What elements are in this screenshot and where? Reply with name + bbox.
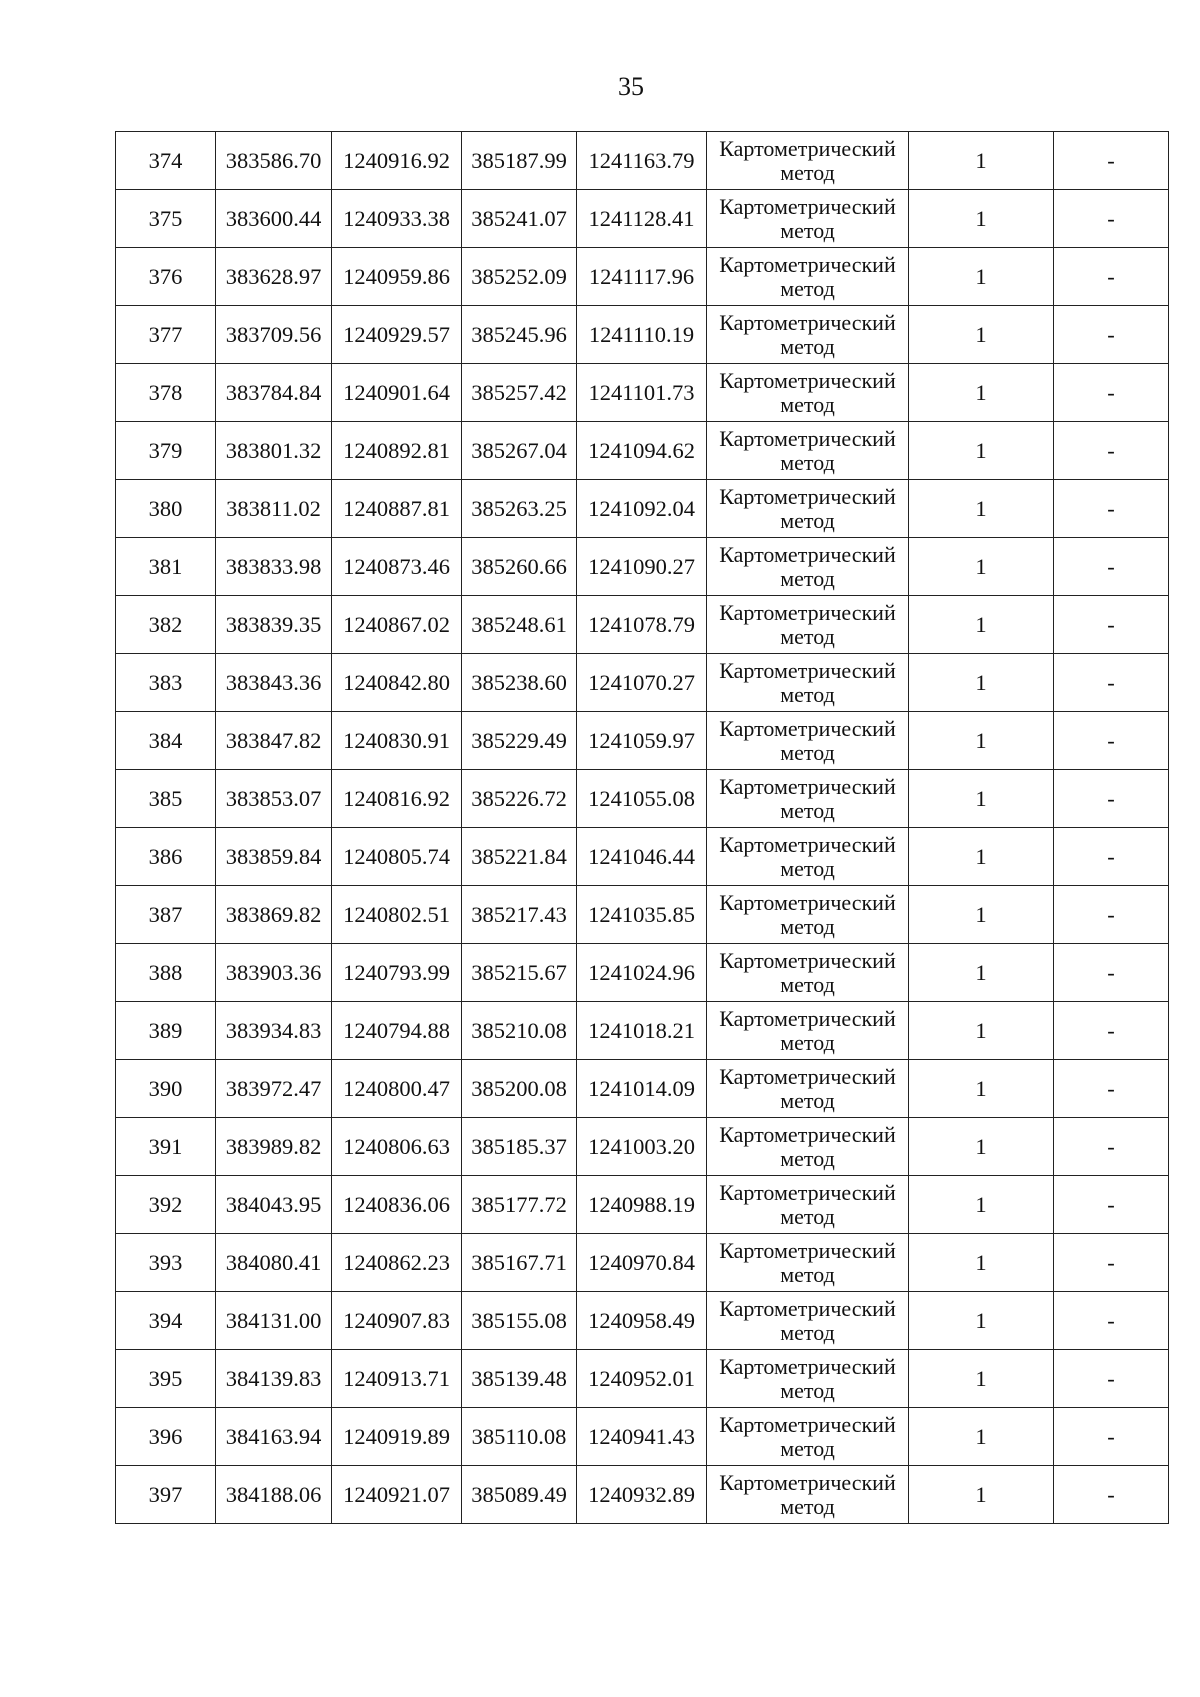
x-old-cell: 383934.83 (216, 1002, 332, 1060)
y-new-cell: 1241128.41 (577, 190, 707, 248)
point-number-cell: 382 (116, 596, 216, 654)
accuracy-cell: 1 (909, 596, 1054, 654)
table-row (116, 1176, 1169, 1234)
note-cell: - (1054, 132, 1169, 190)
y-new-cell: 1240932.89 (577, 1466, 707, 1524)
point-number-cell: 381 (116, 538, 216, 596)
method-cell: Картометрический метод (707, 1350, 909, 1408)
x-old-cell: 383628.97 (216, 248, 332, 306)
method-cell: Картометрический метод (707, 538, 909, 596)
note-cell: - (1054, 422, 1169, 480)
y-new-cell: 1241070.27 (577, 654, 707, 712)
accuracy-cell: 1 (909, 190, 1054, 248)
accuracy-cell: 1 (909, 1292, 1054, 1350)
x-old-cell: 384188.06 (216, 1466, 332, 1524)
x-old-cell: 384043.95 (216, 1176, 332, 1234)
note-cell: - (1054, 654, 1169, 712)
x-new-cell: 385260.66 (462, 538, 577, 596)
x-new-cell: 385167.71 (462, 1234, 577, 1292)
y-old-cell: 1240913.71 (332, 1350, 462, 1408)
x-new-cell: 385238.60 (462, 654, 577, 712)
x-new-cell: 385177.72 (462, 1176, 577, 1234)
point-number-cell: 375 (116, 190, 216, 248)
point-number-cell: 391 (116, 1118, 216, 1176)
table-row (116, 1292, 1169, 1350)
page-number: 35 (618, 72, 644, 101)
x-new-cell: 385155.08 (462, 1292, 577, 1350)
y-new-cell: 1241014.09 (577, 1060, 707, 1118)
y-new-cell: 1240988.19 (577, 1176, 707, 1234)
y-new-cell: 1241024.96 (577, 944, 707, 1002)
table-row (116, 248, 1169, 306)
note-cell: - (1054, 1060, 1169, 1118)
y-new-cell: 1240970.84 (577, 1234, 707, 1292)
accuracy-cell: 1 (909, 306, 1054, 364)
note-cell: - (1054, 1002, 1169, 1060)
table-row (116, 654, 1169, 712)
x-old-cell: 383784.84 (216, 364, 332, 422)
accuracy-cell: 1 (909, 1466, 1054, 1524)
x-old-cell: 383811.02 (216, 480, 332, 538)
x-new-cell: 385185.37 (462, 1118, 577, 1176)
y-old-cell: 1240919.89 (332, 1408, 462, 1466)
x-new-cell: 385217.43 (462, 886, 577, 944)
x-new-cell: 385221.84 (462, 828, 577, 886)
x-old-cell: 383586.70 (216, 132, 332, 190)
y-new-cell: 1241117.96 (577, 248, 707, 306)
method-cell: Картометрический метод (707, 770, 909, 828)
table-body (116, 132, 1169, 1524)
note-cell: - (1054, 1350, 1169, 1408)
y-new-cell: 1241003.20 (577, 1118, 707, 1176)
accuracy-cell: 1 (909, 828, 1054, 886)
note-cell: - (1054, 828, 1169, 886)
coordinates-table (115, 131, 1169, 1524)
method-cell: Картометрический метод (707, 712, 909, 770)
accuracy-cell: 1 (909, 1176, 1054, 1234)
point-number-cell: 388 (116, 944, 216, 1002)
y-old-cell: 1240794.88 (332, 1002, 462, 1060)
x-new-cell: 385215.67 (462, 944, 577, 1002)
method-cell: Картометрический метод (707, 364, 909, 422)
accuracy-cell: 1 (909, 480, 1054, 538)
accuracy-cell: 1 (909, 1118, 1054, 1176)
x-new-cell: 385200.08 (462, 1060, 577, 1118)
x-old-cell: 383989.82 (216, 1118, 332, 1176)
point-number-cell: 376 (116, 248, 216, 306)
y-new-cell: 1240941.43 (577, 1408, 707, 1466)
point-number-cell: 396 (116, 1408, 216, 1466)
method-cell: Картометрический метод (707, 1176, 909, 1234)
table-row (116, 132, 1169, 190)
x-new-cell: 385257.42 (462, 364, 577, 422)
method-cell: Картометрический метод (707, 828, 909, 886)
point-number-cell: 395 (116, 1350, 216, 1408)
table-row (116, 190, 1169, 248)
note-cell: - (1054, 364, 1169, 422)
table-row (116, 1408, 1169, 1466)
point-number-cell: 392 (116, 1176, 216, 1234)
x-new-cell: 385245.96 (462, 306, 577, 364)
y-new-cell: 1241110.19 (577, 306, 707, 364)
method-cell: Картометрический метод (707, 132, 909, 190)
accuracy-cell: 1 (909, 712, 1054, 770)
y-old-cell: 1240907.83 (332, 1292, 462, 1350)
y-new-cell: 1240952.01 (577, 1350, 707, 1408)
x-new-cell: 385210.08 (462, 1002, 577, 1060)
method-cell: Картометрический метод (707, 1060, 909, 1118)
method-cell: Картометрический метод (707, 944, 909, 1002)
table-row (116, 306, 1169, 364)
y-old-cell: 1240842.80 (332, 654, 462, 712)
note-cell: - (1054, 886, 1169, 944)
table-row (116, 364, 1169, 422)
y-old-cell: 1240892.81 (332, 422, 462, 480)
note-cell: - (1054, 770, 1169, 828)
x-new-cell: 385089.49 (462, 1466, 577, 1524)
y-new-cell: 1241163.79 (577, 132, 707, 190)
x-old-cell: 383600.44 (216, 190, 332, 248)
note-cell: - (1054, 190, 1169, 248)
x-old-cell: 383801.32 (216, 422, 332, 480)
method-cell: Картометрический метод (707, 1408, 909, 1466)
accuracy-cell: 1 (909, 1234, 1054, 1292)
y-old-cell: 1240836.06 (332, 1176, 462, 1234)
table-row (116, 770, 1169, 828)
accuracy-cell: 1 (909, 1060, 1054, 1118)
point-number-cell: 379 (116, 422, 216, 480)
note-cell: - (1054, 944, 1169, 1002)
note-cell: - (1054, 480, 1169, 538)
accuracy-cell: 1 (909, 422, 1054, 480)
point-number-cell: 377 (116, 306, 216, 364)
method-cell: Картометрический метод (707, 596, 909, 654)
x-new-cell: 385187.99 (462, 132, 577, 190)
y-new-cell: 1241046.44 (577, 828, 707, 886)
accuracy-cell: 1 (909, 654, 1054, 712)
method-cell: Картометрический метод (707, 1002, 909, 1060)
y-old-cell: 1240921.07 (332, 1466, 462, 1524)
accuracy-cell: 1 (909, 770, 1054, 828)
y-old-cell: 1240933.38 (332, 190, 462, 248)
table-row (116, 1350, 1169, 1408)
method-cell: Картометрический метод (707, 1466, 909, 1524)
y-new-cell: 1241101.73 (577, 364, 707, 422)
y-old-cell: 1240793.99 (332, 944, 462, 1002)
accuracy-cell: 1 (909, 944, 1054, 1002)
note-cell: - (1054, 1466, 1169, 1524)
x-old-cell: 383833.98 (216, 538, 332, 596)
point-number-cell: 394 (116, 1292, 216, 1350)
note-cell: - (1054, 712, 1169, 770)
point-number-cell: 393 (116, 1234, 216, 1292)
y-old-cell: 1240867.02 (332, 596, 462, 654)
x-new-cell: 385252.09 (462, 248, 577, 306)
x-old-cell: 384131.00 (216, 1292, 332, 1350)
x-old-cell: 383847.82 (216, 712, 332, 770)
y-old-cell: 1240873.46 (332, 538, 462, 596)
x-old-cell: 383843.36 (216, 654, 332, 712)
y-new-cell: 1241055.08 (577, 770, 707, 828)
point-number-cell: 387 (116, 886, 216, 944)
accuracy-cell: 1 (909, 1002, 1054, 1060)
note-cell: - (1054, 1176, 1169, 1234)
x-old-cell: 383709.56 (216, 306, 332, 364)
accuracy-cell: 1 (909, 886, 1054, 944)
method-cell: Картометрический метод (707, 654, 909, 712)
table-row (116, 944, 1169, 1002)
x-new-cell: 385241.07 (462, 190, 577, 248)
table-row (116, 1234, 1169, 1292)
x-old-cell: 384163.94 (216, 1408, 332, 1466)
y-new-cell: 1240958.49 (577, 1292, 707, 1350)
y-old-cell: 1240830.91 (332, 712, 462, 770)
accuracy-cell: 1 (909, 538, 1054, 596)
accuracy-cell: 1 (909, 248, 1054, 306)
y-old-cell: 1240800.47 (332, 1060, 462, 1118)
method-cell: Картометрический метод (707, 886, 909, 944)
table-row (116, 1118, 1169, 1176)
method-cell: Картометрический метод (707, 248, 909, 306)
accuracy-cell: 1 (909, 132, 1054, 190)
table-row (116, 596, 1169, 654)
point-number-cell: 378 (116, 364, 216, 422)
x-new-cell: 385229.49 (462, 712, 577, 770)
x-old-cell: 383859.84 (216, 828, 332, 886)
y-new-cell: 1241092.04 (577, 480, 707, 538)
point-number-cell: 380 (116, 480, 216, 538)
point-number-cell: 374 (116, 132, 216, 190)
note-cell: - (1054, 1234, 1169, 1292)
point-number-cell: 386 (116, 828, 216, 886)
y-old-cell: 1240816.92 (332, 770, 462, 828)
y-old-cell: 1240959.86 (332, 248, 462, 306)
x-old-cell: 383972.47 (216, 1060, 332, 1118)
y-new-cell: 1241078.79 (577, 596, 707, 654)
y-old-cell: 1240929.57 (332, 306, 462, 364)
table-row (116, 422, 1169, 480)
y-old-cell: 1240806.63 (332, 1118, 462, 1176)
table-row (116, 538, 1169, 596)
y-old-cell: 1240901.64 (332, 364, 462, 422)
x-old-cell: 384080.41 (216, 1234, 332, 1292)
y-old-cell: 1240862.23 (332, 1234, 462, 1292)
x-old-cell: 383903.36 (216, 944, 332, 1002)
x-new-cell: 385263.25 (462, 480, 577, 538)
table-row (116, 480, 1169, 538)
table-row (116, 1466, 1169, 1524)
note-cell: - (1054, 596, 1169, 654)
point-number-cell: 390 (116, 1060, 216, 1118)
note-cell: - (1054, 1118, 1169, 1176)
x-old-cell: 383853.07 (216, 770, 332, 828)
note-cell: - (1054, 1408, 1169, 1466)
method-cell: Картометрический метод (707, 1118, 909, 1176)
x-new-cell: 385248.61 (462, 596, 577, 654)
method-cell: Картометрический метод (707, 422, 909, 480)
x-old-cell: 383839.35 (216, 596, 332, 654)
method-cell: Картометрический метод (707, 480, 909, 538)
y-new-cell: 1241059.97 (577, 712, 707, 770)
accuracy-cell: 1 (909, 364, 1054, 422)
y-new-cell: 1241035.85 (577, 886, 707, 944)
table-row (116, 1002, 1169, 1060)
accuracy-cell: 1 (909, 1350, 1054, 1408)
y-old-cell: 1240916.92 (332, 132, 462, 190)
accuracy-cell: 1 (909, 1408, 1054, 1466)
x-new-cell: 385110.08 (462, 1408, 577, 1466)
y-new-cell: 1241018.21 (577, 1002, 707, 1060)
note-cell: - (1054, 306, 1169, 364)
table-row (116, 1060, 1169, 1118)
table-row (116, 828, 1169, 886)
method-cell: Картометрический метод (707, 306, 909, 364)
y-old-cell: 1240805.74 (332, 828, 462, 886)
y-new-cell: 1241090.27 (577, 538, 707, 596)
y-old-cell: 1240887.81 (332, 480, 462, 538)
method-cell: Картометрический метод (707, 1292, 909, 1350)
y-old-cell: 1240802.51 (332, 886, 462, 944)
x-old-cell: 384139.83 (216, 1350, 332, 1408)
x-new-cell: 385139.48 (462, 1350, 577, 1408)
point-number-cell: 385 (116, 770, 216, 828)
point-number-cell: 384 (116, 712, 216, 770)
table-row (116, 712, 1169, 770)
y-new-cell: 1241094.62 (577, 422, 707, 480)
note-cell: - (1054, 538, 1169, 596)
x-new-cell: 385226.72 (462, 770, 577, 828)
note-cell: - (1054, 248, 1169, 306)
x-new-cell: 385267.04 (462, 422, 577, 480)
point-number-cell: 389 (116, 1002, 216, 1060)
point-number-cell: 383 (116, 654, 216, 712)
point-number-cell: 397 (116, 1466, 216, 1524)
method-cell: Картометрический метод (707, 1234, 909, 1292)
x-old-cell: 383869.82 (216, 886, 332, 944)
method-cell: Картометрический метод (707, 190, 909, 248)
note-cell: - (1054, 1292, 1169, 1350)
table-row (116, 886, 1169, 944)
